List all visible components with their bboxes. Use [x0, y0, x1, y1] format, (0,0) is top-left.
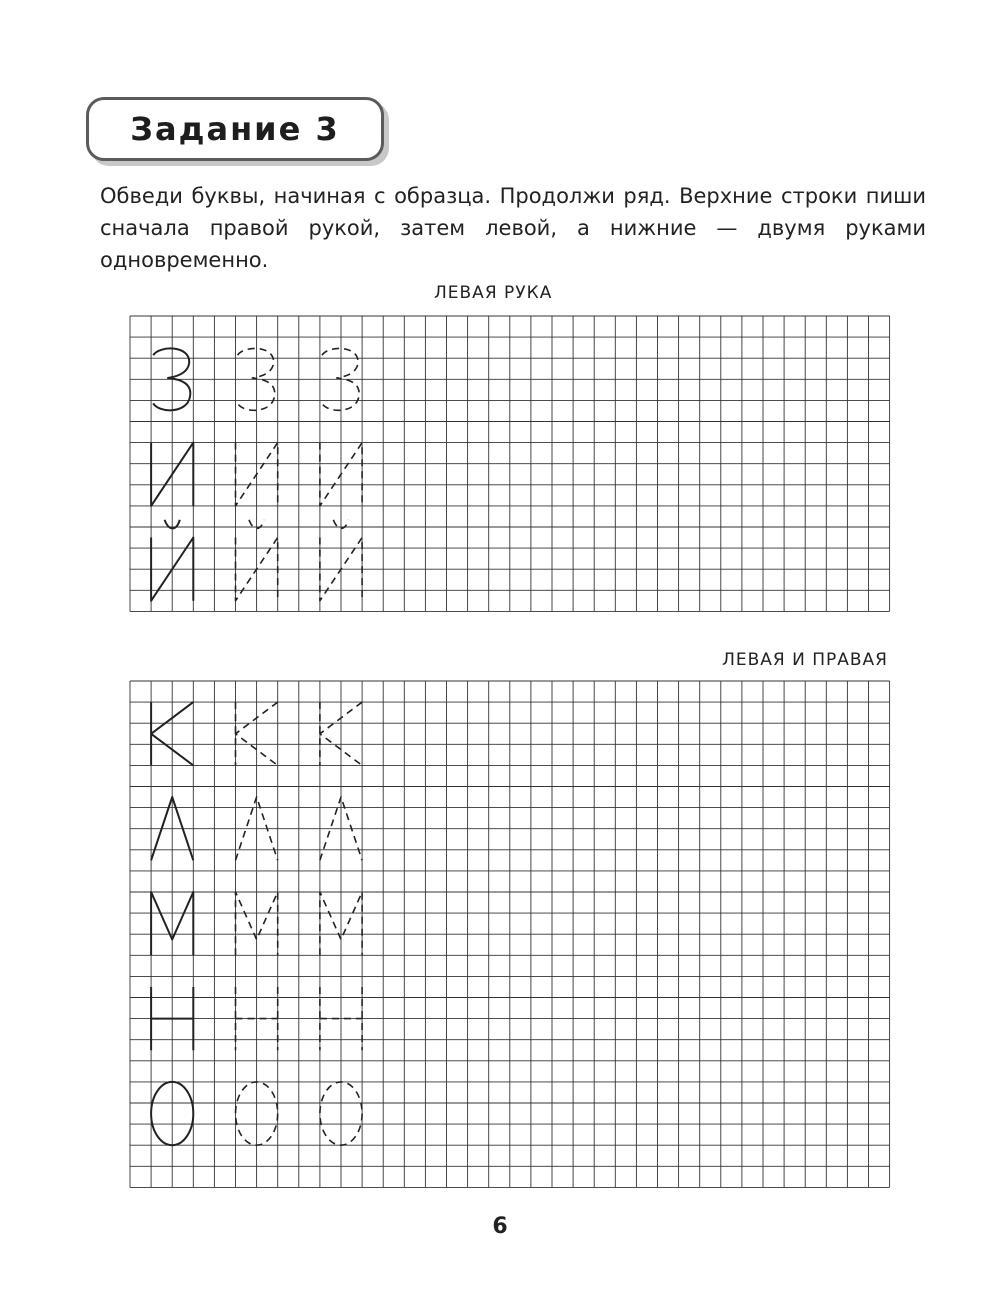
- both-hands-writing-grid: [130, 681, 890, 1187]
- page-number: 6: [492, 1214, 508, 1239]
- section-label-left-hand: ЛЕВАЯ РУКА: [434, 283, 553, 303]
- section-label-both-hands: ЛЕВАЯ И ПРАВАЯ: [722, 650, 888, 670]
- left-hand-writing-grid: [130, 316, 890, 611]
- task-title: Задание 3: [130, 110, 340, 148]
- instructions-text: Обведи буквы, начиная с образца. Продолжи ряд. Верхние строки пиши сначала правой рукой, затем левой, а нижние — двумя руками одновременно.: [100, 184, 926, 272]
